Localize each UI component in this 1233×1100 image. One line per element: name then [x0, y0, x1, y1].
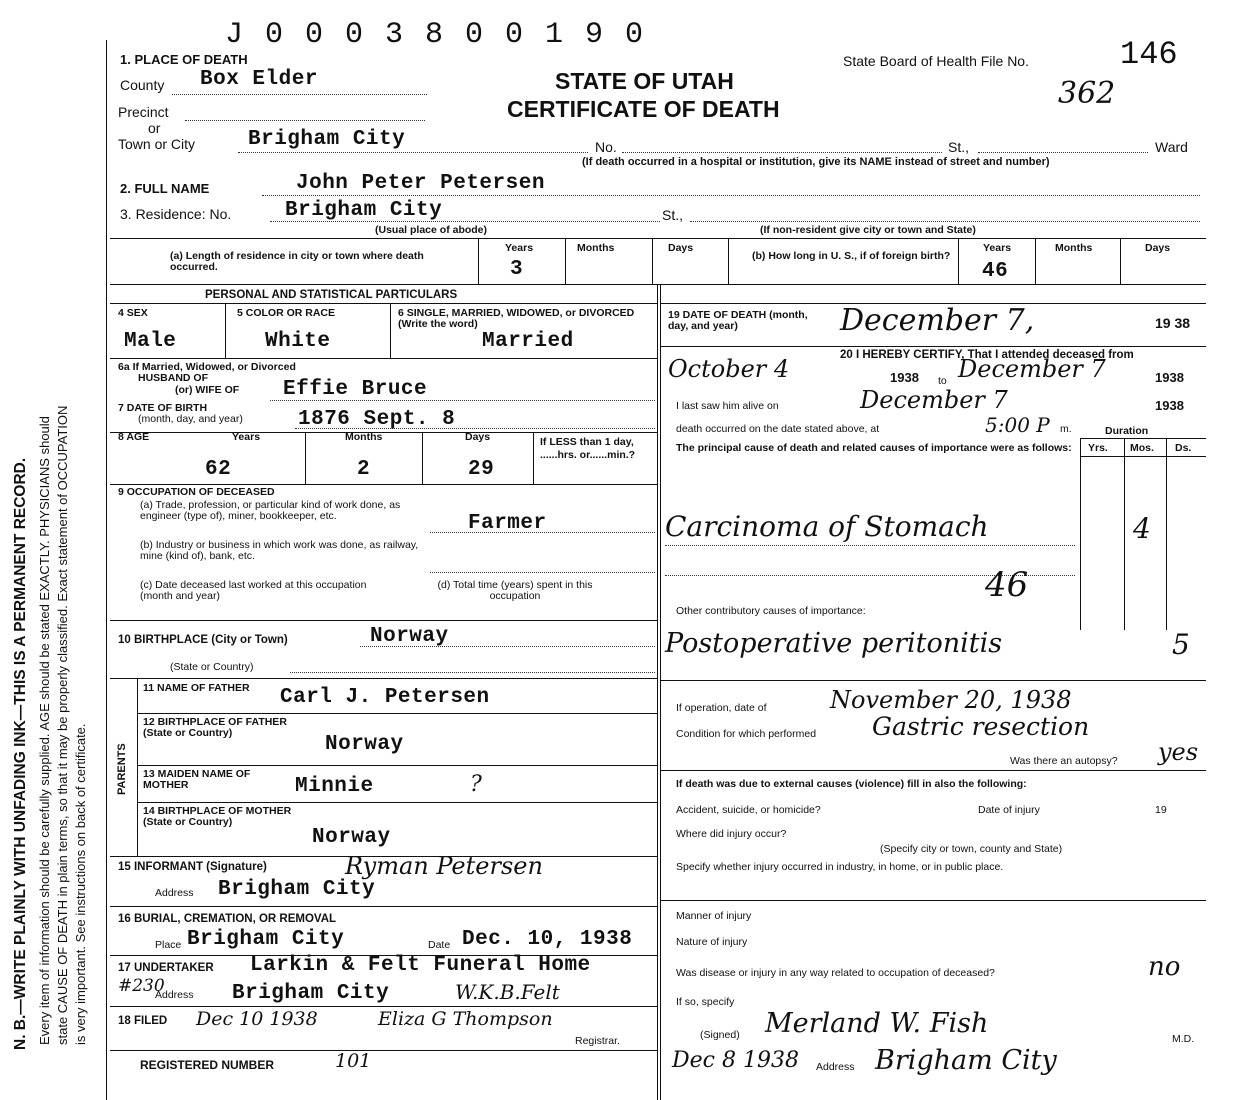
undertaker-address-label: Address — [155, 989, 194, 1001]
st-label: St., — [948, 139, 970, 155]
age-months-label: Months — [345, 431, 383, 443]
cause-months: 4 — [1133, 512, 1151, 545]
operation-date: November 20, 1938 — [830, 686, 1072, 714]
father-birthplace-label: 12 BIRTHPLACE OF FATHER (State or Country) — [143, 716, 287, 739]
residence-st-label: St., — [662, 207, 684, 223]
margin-binding-note: N. B.—WRITE PLAINLY WITH UNFADING INK—THIS IS A PERMANENT RECORD. — [12, 457, 29, 1050]
dob-value: 1876 Sept. 8 — [298, 408, 456, 431]
res-months-label: Months — [577, 242, 615, 254]
mos-label: Mos. — [1130, 442, 1154, 454]
age-days-value: 29 — [468, 458, 495, 481]
occupation-b-label: (b) Industry or business in which work was done, as railway, mine (kind of), bank, etc. — [140, 539, 419, 562]
attend-to: December 7 — [958, 355, 1106, 383]
dob-label-1: 7 DATE OF BIRTH — [118, 402, 208, 414]
ds-label: Ds. — [1175, 442, 1192, 454]
dob-label-2: (month, day, and year) — [138, 413, 243, 425]
external-causes-label: If death was due to external causes (violence) fill in also the following: — [676, 778, 1027, 790]
us-days-label: Days — [1145, 242, 1171, 254]
condition-label: Condition for which performed — [676, 728, 817, 740]
death-time: 5:00 P — [985, 413, 1050, 437]
undertaker-label: 17 UNDERTAKER — [118, 962, 214, 974]
sex-value: Male — [124, 330, 177, 353]
usual-abode-note: (Usual place of abode) — [375, 224, 488, 236]
yrs-label: Yrs. — [1088, 442, 1108, 454]
md-label: M.D. — [1172, 1033, 1195, 1045]
undertaker-value: Larkin & Felt Funeral Home — [250, 954, 591, 977]
attend-from: October 4 — [668, 355, 790, 383]
marital-label: 6 SINGLE, MARRIED, WIDOWED, or DIVORCED (Write the word) — [398, 307, 635, 330]
ward-label: Ward — [1155, 139, 1188, 155]
undertaker-signature: W.K.B.Felt — [455, 980, 560, 1004]
occupation-a-label: (a) Trade, profession, or particular kind of work done, as engineer (type of), miner, bookkeeper, etc. — [140, 499, 401, 522]
m-label: m. — [1060, 423, 1072, 435]
last-saw-date: December 7 — [860, 386, 1008, 414]
undertaker-address-value: Brigham City — [232, 982, 390, 1005]
father-value: Carl J. Petersen — [280, 686, 490, 709]
occupation-value: Farmer — [468, 512, 547, 535]
full-name-value: John Peter Petersen — [296, 172, 545, 195]
full-name-label: 2. FULL NAME — [120, 181, 210, 196]
place-of-death-label: 1. PLACE OF DEATH — [120, 52, 248, 67]
physician-address-label: Address — [816, 1061, 855, 1073]
no-label: No. — [595, 139, 617, 155]
or-label: or — [148, 120, 161, 136]
us-residence-label: (b) How long in U. S., if of foreign birth? — [752, 250, 951, 262]
related-answer: no — [1148, 952, 1181, 982]
county-value: Box Elder — [200, 68, 318, 91]
date-of-death-year: 19 38 — [1155, 315, 1191, 331]
margin-instructions-2: state CAUSE OF DEATH in plain terms, so that it may be properly classified. Exact statement of OCCUPATION — [55, 405, 70, 1045]
age-label: 8 AGE — [118, 431, 150, 443]
color-label: 5 COLOR OR RACE — [237, 307, 336, 319]
sex-label: 4 SEX — [118, 307, 148, 319]
length-residence-label: (a) Length of residence in city or town where death occurred. — [170, 250, 424, 273]
registrar-signature: Eliza G Thompson — [378, 1008, 553, 1030]
spouse-label-1: 6a If Married, Widowed, or Divorced — [118, 361, 296, 373]
attend-to-year: 1938 — [1155, 370, 1184, 385]
injury-date-label: Date of injury — [978, 804, 1040, 816]
margin-instructions-3: is very important. See instructions on back of certificate. — [73, 723, 88, 1045]
spouse-value: Effie Bruce — [283, 378, 428, 401]
accident-label: Accident, suicide, or homicide? — [676, 804, 821, 816]
file-no-label: State Board of Health File No. — [843, 53, 1029, 69]
autopsy-value: yes — [1158, 738, 1199, 766]
precinct-label: Precinct — [118, 104, 169, 120]
contributory-label: Other contributory causes of importance: — [676, 605, 866, 617]
serial-number: J 0 0 0 3 8 0 0 1 9 0 — [225, 18, 646, 52]
age-years-label: Years — [232, 431, 261, 443]
mother-birthplace-value: Norway — [312, 826, 391, 849]
res-years-value: 3 — [510, 258, 524, 281]
attend-from-year: 1938 — [890, 370, 919, 385]
age-months-value: 2 — [357, 458, 371, 481]
last-saw-label: I last saw him alive on — [676, 400, 779, 412]
res-years-label: Years — [505, 242, 534, 254]
mother-label: 13 MAIDEN NAME OF MOTHER — [143, 768, 251, 791]
mother-unknown: ? — [470, 772, 482, 797]
residence-value: Brigham City — [285, 199, 443, 222]
specify-industry-label: Specify whether injury occurred in industry, in home, or in public place. — [676, 861, 1004, 873]
filed-label: 18 FILED — [118, 1015, 168, 1027]
registered-number-label: REGISTERED NUMBER — [140, 1058, 275, 1072]
age-days-label: Days — [465, 431, 491, 443]
occupation-c-label: (c) Date deceased last worked at this occupation (month and year) — [140, 579, 367, 602]
occupation-label: 9 OCCUPATION OF DECEASED — [118, 486, 275, 498]
town-value: Brigham City — [248, 128, 406, 151]
town-label: Town or City — [118, 136, 196, 152]
specify-city-label: (Specify city or town, county and State) — [880, 843, 1063, 855]
related-label: Was disease or injury in any way related to occupation of deceased? — [676, 967, 995, 979]
burial-label: 16 BURIAL, CREMATION, OR REMOVAL — [118, 913, 337, 925]
state-title: STATE OF UTAH — [555, 68, 734, 94]
condition-value: Gastric resection — [872, 712, 1090, 741]
manner-label: Manner of injury — [676, 910, 752, 922]
informant-address-label: Address — [155, 887, 194, 899]
mother-birthplace-label: 14 BIRTHPLACE OF MOTHER (State or Country) — [143, 805, 292, 828]
operation-label: If operation, date of — [676, 702, 767, 714]
residence-label: 3. Residence: No. — [120, 206, 232, 222]
last-saw-year: 1938 — [1155, 398, 1184, 413]
hospital-note: (If death occurred in a hospital or institution, give its NAME instead of street and number) — [582, 156, 1050, 168]
registrar-label: Registrar. — [575, 1035, 620, 1047]
nature-label: Nature of injury — [676, 936, 748, 948]
birthplace-value: Norway — [370, 625, 449, 648]
duration-label: Duration — [1105, 425, 1149, 437]
date-of-death-label: 19 DATE OF DEATH (month, day, and year) — [668, 309, 808, 332]
cause-label: The principal cause of death and related causes of importance were as follows: — [676, 442, 1072, 454]
registered-number: 101 — [335, 1050, 372, 1072]
filed-date: Dec 10 1938 — [196, 1008, 318, 1030]
res-days-label: Days — [668, 242, 694, 254]
contributory-value: Postoperative peritonitis — [665, 628, 1003, 659]
spouse-label-3: (or) WIFE OF — [175, 384, 240, 396]
parents-label: PARENTS — [116, 743, 128, 795]
informant-signature: Ryman Petersen — [345, 852, 543, 880]
burial-place-value: Brigham City — [187, 928, 345, 951]
death-occurred-label: death occurred on the date stated above, at — [676, 423, 880, 435]
color-value: White — [265, 330, 331, 353]
birthplace-state-label: (State or Country) — [170, 661, 254, 673]
signed-label: (Signed) — [700, 1029, 740, 1041]
nonresident-note: (If non-resident give city or town and State) — [760, 224, 976, 236]
undertaker-number: #230 — [118, 976, 165, 996]
father-birthplace-value: Norway — [325, 733, 404, 756]
contributory-days: 5 — [1172, 628, 1190, 661]
file-no-2: 362 — [1058, 76, 1116, 111]
cause-value: Carcinoma of Stomach — [665, 510, 989, 543]
spouse-label-2: HUSBAND OF — [138, 372, 208, 384]
marital-value: Married — [482, 330, 574, 353]
where-injury-label: Where did injury occur? — [676, 828, 787, 840]
informant-address-value: Brigham City — [218, 878, 376, 901]
burial-date-value: Dec. 10, 1938 — [462, 928, 633, 951]
margin-instructions-1: Every item of information should be carefully supplied. AGE should be stated EXACTLY. PHYSICIANS should — [37, 416, 52, 1045]
if-so-label: If so, specify — [676, 996, 735, 1008]
signature-date: Dec 8 1938 — [672, 1048, 799, 1073]
personal-heading: PERSONAL AND STATISTICAL PARTICULARS — [205, 289, 458, 301]
physician-address: Brigham City — [875, 1045, 1057, 1076]
age-years-value: 62 — [205, 458, 232, 481]
mother-value: Minnie — [295, 775, 374, 798]
file-no: 146 — [1120, 36, 1178, 73]
certificate-title: CERTIFICATE OF DEATH — [507, 96, 780, 122]
occupation-d-label: (d) Total time (years) spent in this occupation — [437, 579, 593, 602]
county-label: County — [120, 77, 165, 93]
us-months-label: Months — [1055, 242, 1093, 254]
birthplace-label: 10 BIRTHPLACE (City or Town) — [118, 634, 288, 646]
date-of-death-value: December 7, — [840, 303, 1035, 338]
less-than-label: If LESS than 1 day, ......hrs. or......min.? — [540, 436, 636, 461]
autopsy-label: Was there an autopsy? — [1010, 755, 1118, 767]
cause-code: 46 — [985, 565, 1029, 605]
injury-year-label: 19 — [1155, 804, 1167, 816]
to-label: to — [938, 375, 947, 387]
certify-label: 20 I HEREBY CERTIFY, That I attended deceased from — [840, 349, 1134, 361]
father-label: 11 NAME OF FATHER — [143, 682, 250, 694]
informant-label: 15 INFORMANT (Signature) — [118, 861, 267, 873]
burial-date-label: Date — [428, 939, 451, 951]
us-years-label: Years — [983, 242, 1012, 254]
physician-signature: Merland W. Fish — [765, 1008, 989, 1039]
burial-place-label: Place — [155, 939, 182, 951]
us-years-value: 46 — [982, 260, 1009, 283]
